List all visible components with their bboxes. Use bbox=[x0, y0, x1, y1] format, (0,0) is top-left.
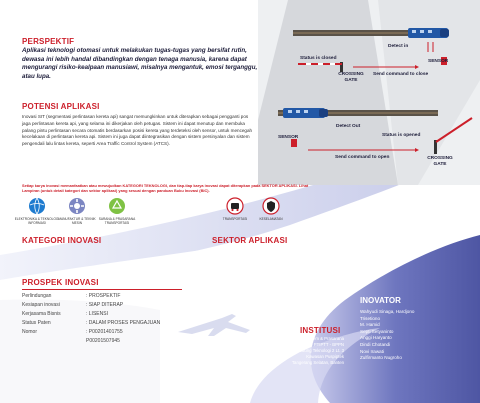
inovator-name: Septi Setyaninto bbox=[360, 328, 394, 334]
inovator-name: Novi Irawati bbox=[360, 348, 384, 354]
prospek-row: P00201507945 bbox=[86, 338, 120, 344]
train-top-icon bbox=[408, 28, 449, 38]
safety-icon bbox=[262, 197, 280, 215]
inovator-list bbox=[360, 309, 470, 362]
train-bottom-icon bbox=[283, 108, 328, 118]
inovator-name: Wahyudi Sinaga, Hardjono bbox=[360, 309, 415, 314]
institusi-line: Pusat Teknologi Sistem & Prasarana bbox=[274, 336, 344, 341]
potensi-heading: POTENSI APLIKASI bbox=[22, 102, 100, 111]
gear-icon bbox=[68, 197, 86, 215]
sektor-heading: SEKTOR APLIKASI bbox=[212, 236, 288, 245]
kategori-label-1: ELEKTRONIKA & TEKNOLOGI INFORMASI bbox=[14, 217, 60, 225]
crossing-gate-bottom-label: CROSSING GATE bbox=[427, 156, 453, 167]
perspektif-heading: PERSPEKTIF bbox=[22, 37, 75, 46]
prospek-row: Kesiapan inovasi : SIAP DITERAP bbox=[22, 302, 124, 308]
status-opened-label: Status is opened bbox=[382, 133, 421, 138]
prospek-heading: PROSPEK INOVASI bbox=[22, 278, 99, 287]
perspektif-text: Aplikasi teknologi otomasi untuk melakukan tugas-tugas yang bersifat rutin, dewasa ini lebih handal dibandingkan dengan tenaga manusia, karena dapat mengurangi risiko-kealpaan manusiawi, misalnya mengantuk, emosi terganggu, atau lupa. bbox=[22, 47, 258, 80]
inovator-name: Dindi Chotandi bbox=[360, 341, 391, 347]
detect-in-label: Detect in bbox=[388, 44, 409, 49]
inovator-name: M. Hamid bbox=[360, 322, 380, 328]
inovator-heading: INOVATOR bbox=[360, 296, 401, 305]
sektor-label-1: TRANSPORTASI bbox=[222, 217, 248, 221]
institusi-line: Kawasan Puspiptek bbox=[306, 354, 344, 359]
sektor-label-2: KESELAMATAN bbox=[259, 217, 283, 221]
category-note: Setiap karya inovasi memanfaatkan atau mewujudkan KATEGORI TEKNOLOGI, dan tiap-tiap karya inovasi dapat diterapkan pada SEKTOR APLIKASI. Lihat Lampiran (untuk detail kategori dan sektor aplikasi) yang sesuai dengan panduan Buku Inovasi (BIC). bbox=[22, 183, 309, 194]
transport-icon bbox=[226, 197, 244, 215]
prospek-row: Kerjasama Bisnis : LISENSI bbox=[22, 311, 108, 317]
prospek-row: Status Paten : DALAM PROSES PENGAJUAN bbox=[22, 320, 161, 326]
inovator-name: Zulfirmanto Nugroho bbox=[360, 355, 402, 361]
detect-out-label: Detect Out bbox=[336, 124, 361, 129]
inovator-name: Trisetiono bbox=[360, 315, 380, 321]
send-open-label: Send command to open bbox=[335, 155, 390, 160]
institusi-heading: INSTITUSI bbox=[300, 326, 341, 335]
sensor-top-label: SENSOR bbox=[428, 59, 449, 64]
status-closed-label: Status is closed bbox=[300, 56, 337, 61]
institusi-line: Transportasi (PTSPT) - PTIPTT - BPPN bbox=[268, 342, 344, 347]
kategori-label-3: SARANA & PRASARANA TRANSPORTASI bbox=[98, 217, 136, 225]
potensi-text: Inovasi SIT (segmentasi perlintasan kereta api) sangat memungkinkan untuk diterapkan sebagai pengganti pos jaga perlintasan kereta api, yang selama ini dikerjakan oleh petugas. Sistem ini dapat menutup dan membuka palang pintu perlintasan secara otomatis berdasarkan posisi kereta yang terdeteksi oleh sensor, untuk mencegah kecelakaan di perlintasan kereta api. Sistem ini juga dapat diintegrasikan dengan sistem persinyalan dan sistem pengendali lalu lintas kereta, seperti Area Traffic Control System (ATCS). bbox=[22, 114, 253, 147]
institusi-address bbox=[236, 336, 344, 366]
crossing-gate-top-label: CROSSING GATE bbox=[338, 72, 364, 83]
send-close-label: Send command to close bbox=[373, 72, 429, 77]
prospek-row: Nomor : P00201401755 bbox=[22, 329, 123, 335]
inovator-name: Anggi Haryanto bbox=[360, 335, 392, 341]
institusi-line: Tangerang Selatan, Banten bbox=[291, 360, 344, 365]
prospek-row: Perlindungan : PROSPEKTIF bbox=[22, 293, 121, 299]
kategori-label-2: MANUFAKTUR & TEKNIK MESIN bbox=[58, 217, 96, 225]
globe-icon bbox=[28, 197, 46, 215]
sensor-bottom-label: SENSOR bbox=[278, 135, 299, 140]
kategori-heading: KATEGORI INOVASI bbox=[22, 236, 102, 245]
sensor-bottom-icon bbox=[291, 139, 297, 147]
institusi-line: Gedung Teknologi 2 Lt. 3 bbox=[296, 348, 344, 353]
recycle-icon bbox=[108, 197, 126, 215]
